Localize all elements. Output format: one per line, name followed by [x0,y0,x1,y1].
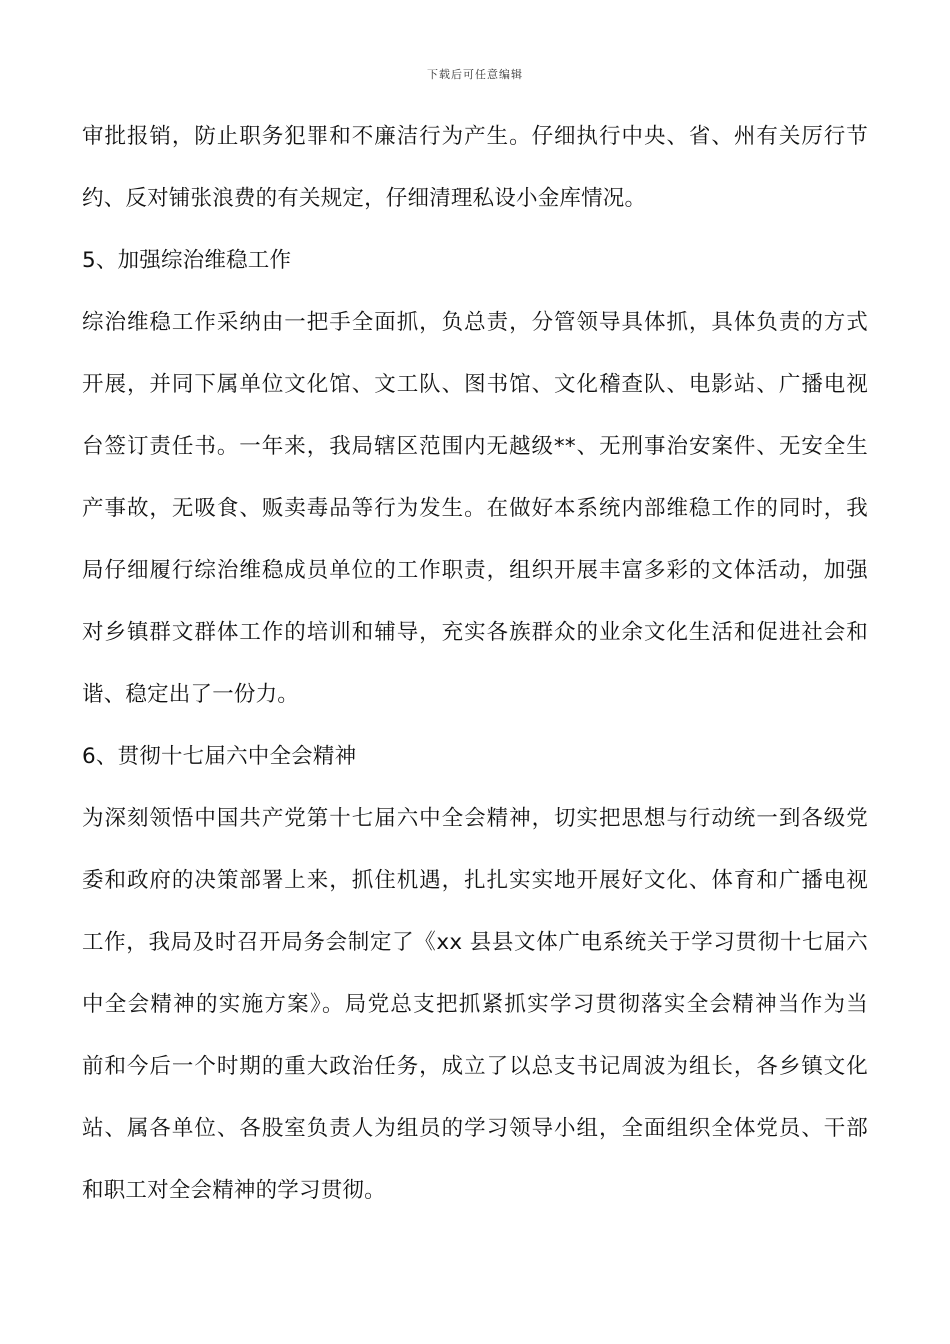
paragraph-line: 产事故，无吸食、贩卖毒品等行为发生。在做好本系统内部维稳工作的同时，我 [82,496,868,521]
paragraph-line: 开展，并同下属单位文化馆、文工队、图书馆、文化稽查队、电影站、广播电视 [82,372,868,397]
paragraph-line: 对乡镇群文群体工作的培训和辅导，充实各族群众的业余文化生活和促进社会和 [82,620,868,645]
document-body [82,116,868,1232]
paragraph-line: 综治维稳工作采纳由一把手全面抓，负总责，分管领导具体抓，具体负责的方式 [82,310,868,335]
paragraph-line: 前和今后一个时期的重大政治任务，成立了以总支书记周波为组长，各乡镇文化 [82,1054,868,1079]
paragraph-line: 约、反对铺张浪费的有关规定，仔细清理私设小金库情况。 [82,186,647,211]
section-heading: 6、贯彻十七届六中全会精神 [82,744,357,769]
paragraph-line: 委和政府的决策部署上来，抓住机遇，扎扎实实地开展好文化、体育和广播电视 [82,868,868,893]
section-heading: 5、加强综治维稳工作 [82,248,292,273]
paragraph-line: 审批报销，防止职务犯罪和不廉洁行为产生。仔细执行中央、省、州有关厉行节 [82,124,868,149]
paragraph-line: 中全会精神的实施方案》。局党总支把抓紧抓实学习贯彻落实全会精神当作为当 [82,992,868,1017]
paragraph-line: 和职工对全会精神的学习贯彻。 [82,1178,386,1203]
paragraph-line: 局仔细履行综治维稳成员单位的工作职责，组织开展丰富多彩的文体活动，加强 [82,558,868,583]
paragraph-line: 谐、稳定出了一份力。 [82,682,300,707]
paragraph-line: 工作，我局及时召开局务会制定了《xx 县县文体广电系统关于学习贯彻十七届六 [82,930,868,955]
paragraph-line: 站、属各单位、各股室负责人为组员的学习领导小组，全面组织全体党员、干部 [82,1116,868,1141]
paragraph-line: 为深刻领悟中国共产党第十七届六中全会精神，切实把思想与行动统一到各级党 [82,806,868,831]
page-header: 下载后可任意编辑 [427,68,523,81]
paragraph-line: 台签订责任书。一年来，我局辖区范围内无越级**、无刑事治安案件、无安全生 [82,434,868,459]
